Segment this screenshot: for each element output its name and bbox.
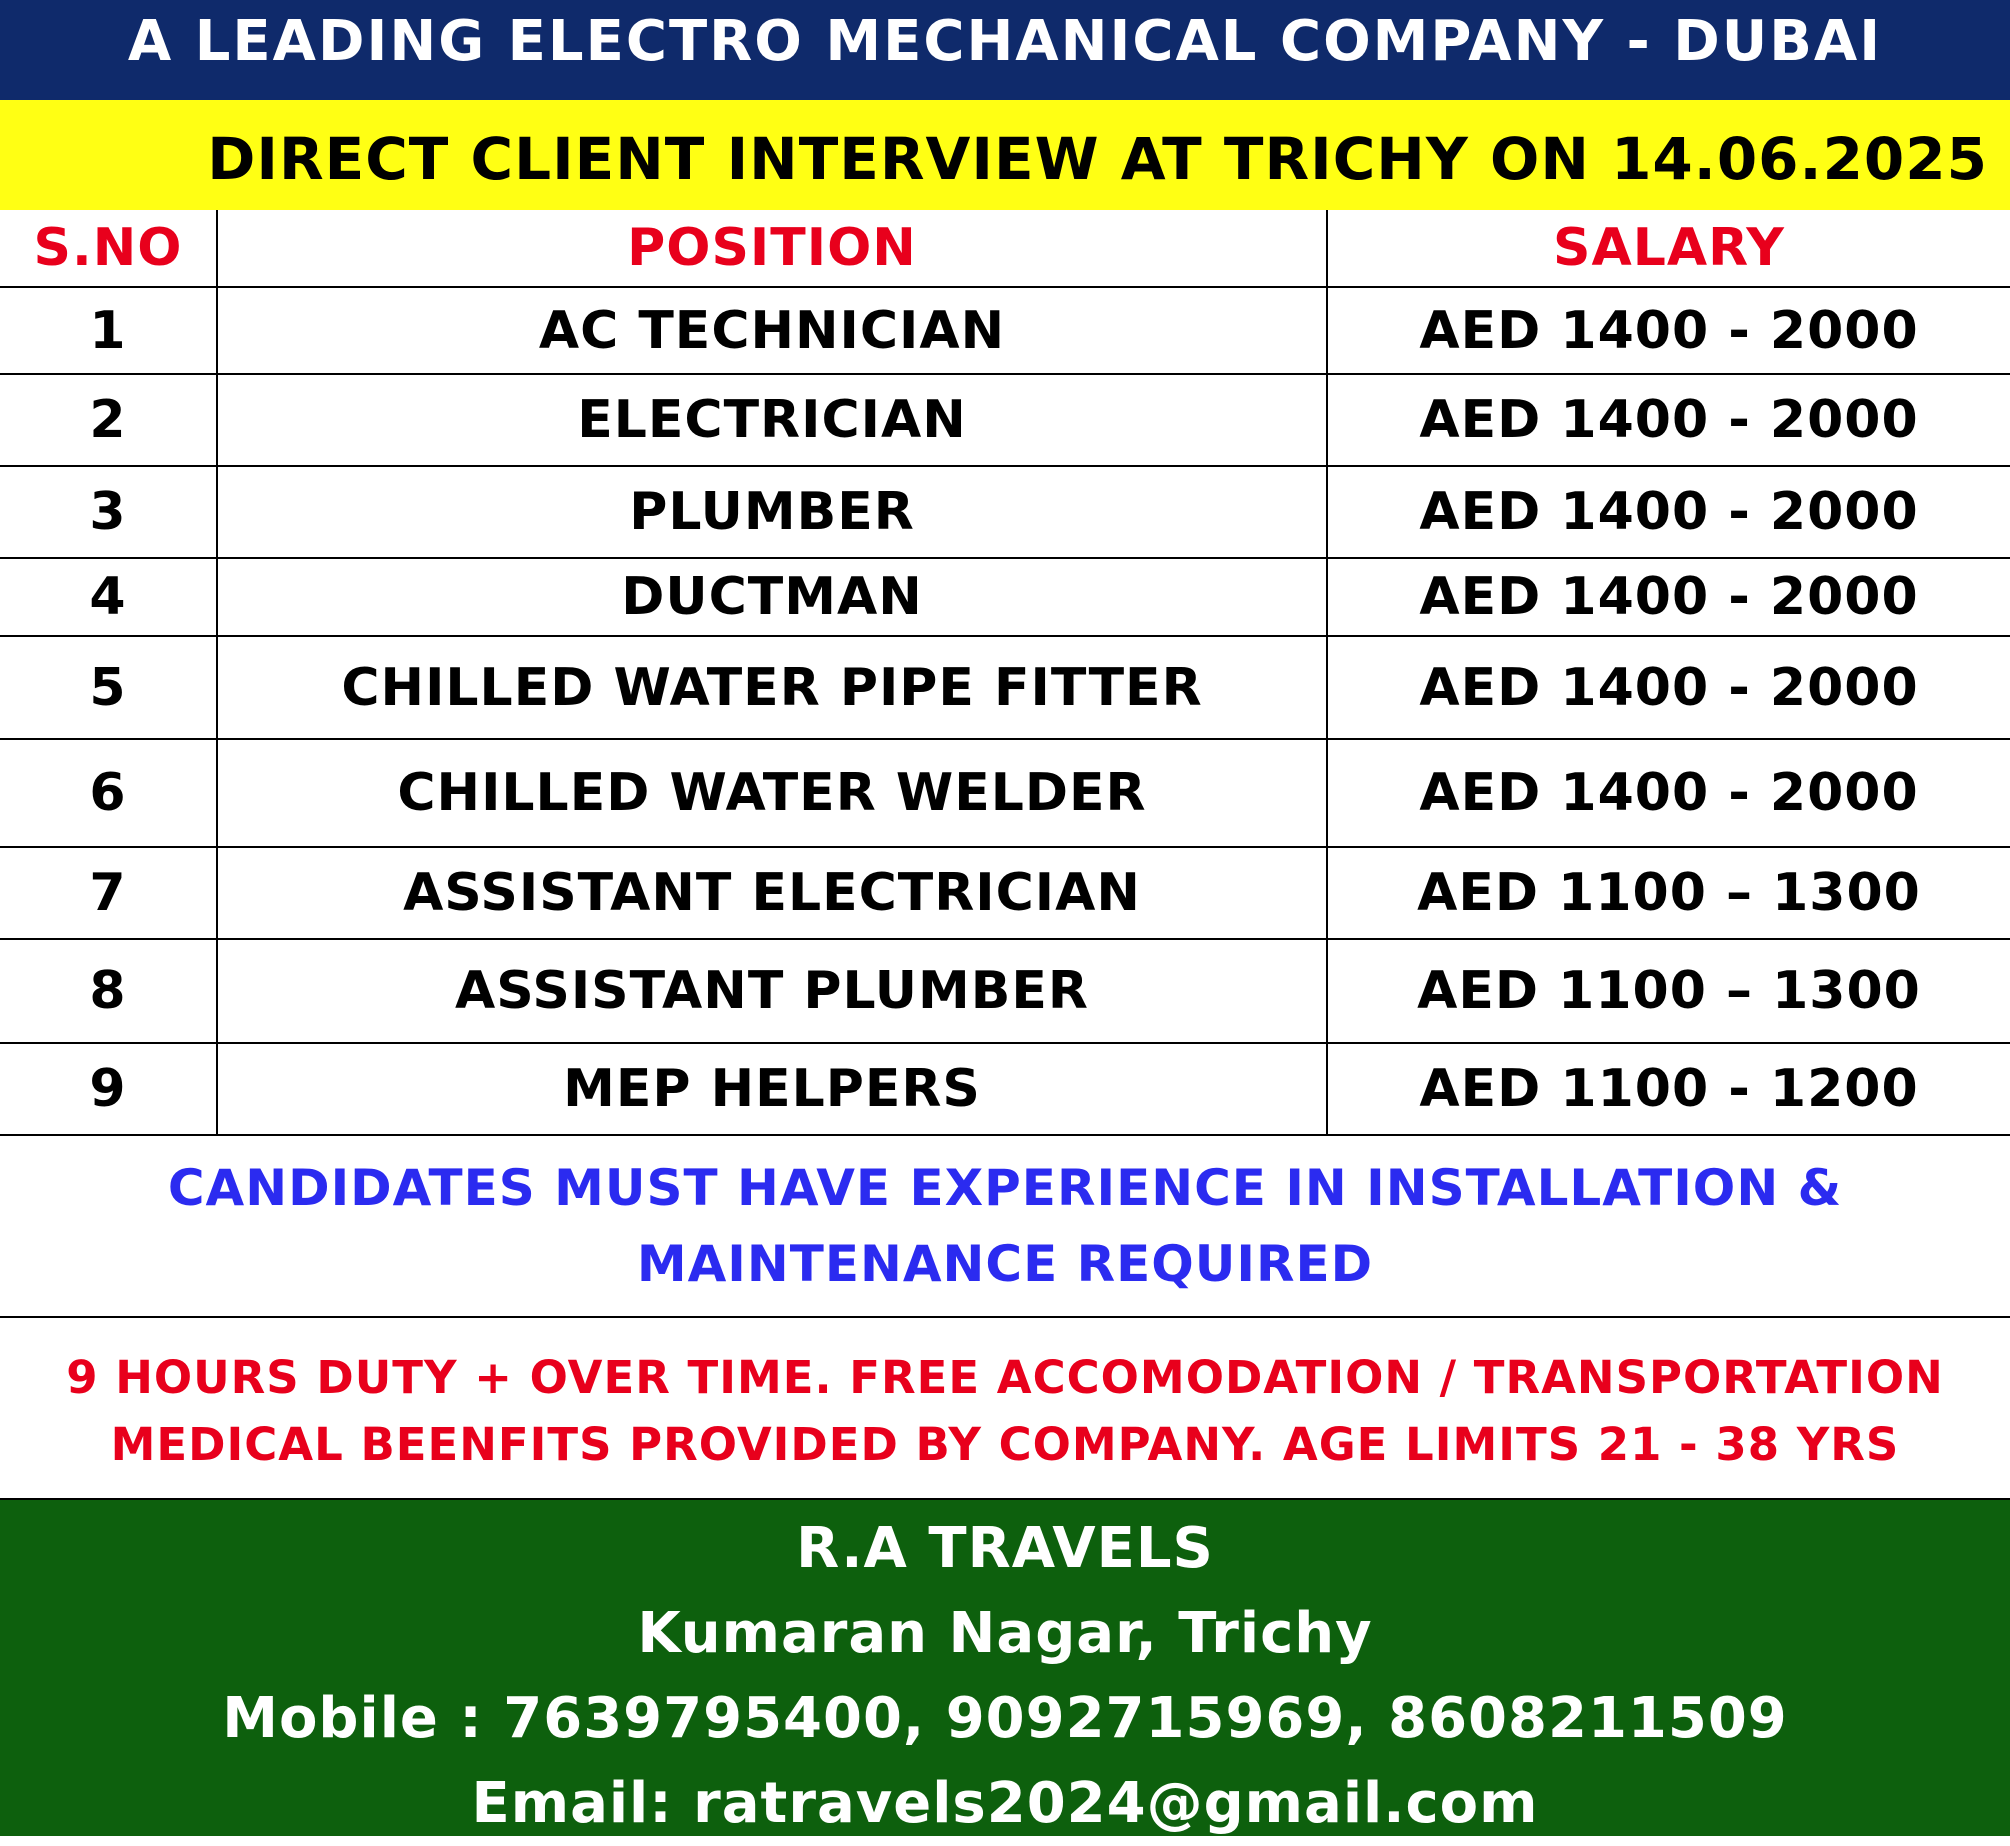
salary-cell: AED 1400 - 2000 — [1327, 636, 2010, 739]
sno-cell: 2 — [0, 374, 217, 466]
table-row — [0, 558, 2010, 636]
salary-cell: AED 1400 - 2000 — [1327, 558, 2010, 636]
sno-cell: 1 — [0, 287, 217, 374]
benefits-note — [0, 1318, 2010, 1498]
salary-cell: AED 1100 - 1200 — [1327, 1043, 2010, 1135]
table-row — [0, 939, 2010, 1043]
requirements-note — [0, 1136, 2010, 1318]
position-cell: ASSISTANT ELECTRICIAN — [217, 847, 1327, 939]
sno-cell: 4 — [0, 558, 217, 636]
table-row — [0, 636, 2010, 739]
requirements-line-1: CANDIDATES MUST HAVE EXPERIENCE IN INSTALLATION & — [167, 1159, 1843, 1217]
benefits-line-1: 9 HOURS DUTY + OVER TIME. FREE ACCOMODATION / TRANSPORTATION — [66, 1351, 1944, 1404]
page-title: A LEADING ELECTRO MECHANICAL COMPANY - DUBAI — [0, 0, 2010, 100]
agency-address: Kumaran Nagar, Trichy — [637, 1601, 1373, 1666]
sno-cell: 6 — [0, 739, 217, 847]
position-cell: DUCTMAN — [217, 558, 1327, 636]
sno-cell: 5 — [0, 636, 217, 739]
salary-cell: AED 1400 - 2000 — [1327, 287, 2010, 374]
benefits-line-2: MEDICAL BEENFITS PROVIDED BY COMPANY. AGE LIMITS 21 - 38 YRS — [110, 1418, 1900, 1471]
table-row — [0, 1043, 2010, 1135]
position-cell: CHILLED WATER WELDER — [217, 739, 1327, 847]
salary-cell: AED 1100 – 1300 — [1327, 847, 2010, 939]
contact-footer — [0, 1498, 2010, 1836]
email-address: Email: ratravels2024@gmail.com — [471, 1771, 1539, 1836]
sno-cell: 9 — [0, 1043, 217, 1135]
salary-cell: AED 1400 - 2000 — [1327, 374, 2010, 466]
sno-cell: 3 — [0, 466, 217, 558]
column-header-salary: SALARY — [1327, 210, 2010, 287]
position-cell: ELECTRICIAN — [217, 374, 1327, 466]
table-row — [0, 739, 2010, 847]
salary-cell: AED 1400 - 2000 — [1327, 739, 2010, 847]
table-row — [0, 374, 2010, 466]
column-header-sno: S.NO — [0, 210, 217, 287]
position-cell: PLUMBER — [217, 466, 1327, 558]
salary-cell: AED 1100 – 1300 — [1327, 939, 2010, 1043]
sno-cell: 8 — [0, 939, 217, 1043]
mobile-numbers: Mobile : 7639795400, 9092715969, 8608211509 — [222, 1686, 1788, 1751]
column-header-position: POSITION — [217, 210, 1327, 287]
position-cell: CHILLED WATER PIPE FITTER — [217, 636, 1327, 739]
position-cell: ASSISTANT PLUMBER — [217, 939, 1327, 1043]
positions-table — [0, 210, 2010, 1136]
position-cell: AC TECHNICIAN — [217, 287, 1327, 374]
table-row — [0, 466, 2010, 558]
interview-banner: DIRECT CLIENT INTERVIEW AT TRICHY ON 14.06.2025 — [0, 100, 2010, 210]
salary-cell: AED 1400 - 2000 — [1327, 466, 2010, 558]
position-cell: MEP HELPERS — [217, 1043, 1327, 1135]
table-row — [0, 847, 2010, 939]
requirements-line-2: MAINTENANCE REQUIRED — [636, 1235, 1374, 1293]
table-row — [0, 287, 2010, 374]
table-header-row — [0, 210, 2010, 287]
agency-name: R.A TRAVELS — [796, 1516, 1214, 1581]
sno-cell: 7 — [0, 847, 217, 939]
